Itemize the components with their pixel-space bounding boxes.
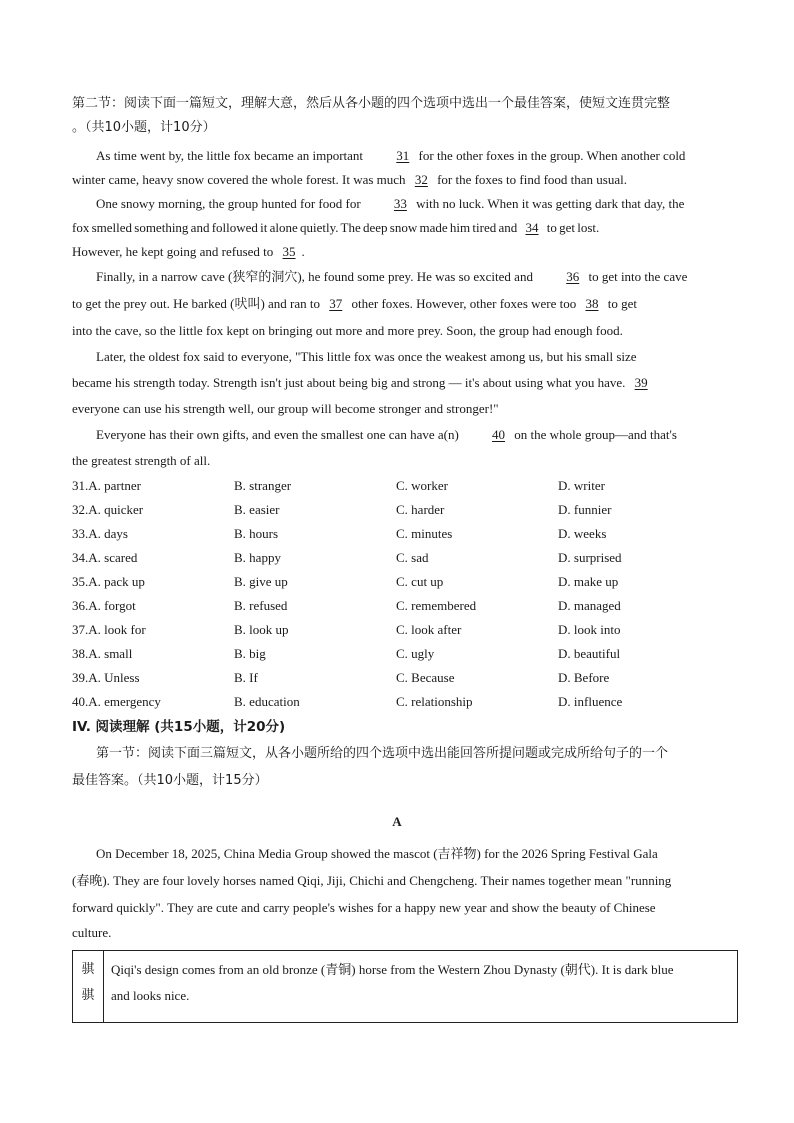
option-row-37: 37.A. look for B. look up C. look after D. look into bbox=[72, 618, 722, 642]
option-b[interactable]: B. education bbox=[234, 694, 300, 709]
option-d[interactable]: D. funnier bbox=[558, 502, 612, 517]
passage-a-label: A bbox=[392, 814, 402, 829]
option-row-31: 31.A. partner B. stranger C. worker D. writer bbox=[72, 474, 722, 498]
passage-line: into the cave, so the little fox kept on bringing out more and more prey. Soon, the group had enough food. bbox=[72, 323, 623, 338]
passage-line: Everyone has their own gifts, and even the smallest one can have a(n) 40 on the whole group—and that's bbox=[72, 422, 722, 448]
option-c[interactable]: C. Because bbox=[396, 670, 455, 685]
blank-32[interactable]: 32 bbox=[414, 172, 428, 187]
blank-38[interactable]: 38 bbox=[585, 296, 599, 311]
option-d[interactable]: D. Before bbox=[558, 670, 610, 685]
passage-a-line: forward quickly". They are cute and carry people's wishes for a happy new year and show the beauty of Chinese bbox=[72, 900, 656, 915]
blank-35[interactable]: 35 bbox=[282, 244, 296, 259]
option-row-32: 32.A. quicker B. easier C. harder D. funnier bbox=[72, 498, 722, 522]
passage-a-line: On December 18, 2025, China Media Group showed the mascot (吉祥物) for the 2026 Spring Festival Gala bbox=[96, 846, 658, 861]
passage-line: the greatest strength of all. bbox=[72, 453, 211, 468]
blank-37[interactable]: 37 bbox=[329, 296, 343, 311]
part4-heading: IV. 阅读理解 (共15小题，计20分) bbox=[72, 719, 286, 735]
option-b[interactable]: B. easier bbox=[234, 502, 280, 517]
option-d[interactable]: D. writer bbox=[558, 478, 605, 493]
section2-title: 第二节：阅读下面一篇短文，理解大意，然后从各小题的四个选项中选出一个最佳答案，使短文连贯完整 bbox=[72, 96, 671, 111]
option-c[interactable]: C. cut up bbox=[396, 574, 444, 589]
option-row-35: 35.A. pack up B. give up C. cut up D. make up bbox=[72, 570, 722, 594]
option-d[interactable]: D. managed bbox=[558, 598, 621, 613]
option-a[interactable]: scared bbox=[104, 550, 138, 565]
mascot-table bbox=[72, 950, 738, 1023]
part4-subtitle: 第一节：阅读下面三篇短文，从各小题所给的四个选项中选出能回答所提问题或完成所给句子的一个 bbox=[96, 746, 669, 761]
option-d[interactable]: D. influence bbox=[558, 694, 623, 709]
option-b[interactable]: B. look up bbox=[234, 622, 289, 637]
blank-33[interactable]: 33 bbox=[393, 196, 407, 211]
passage-line: winter came, heavy snow covered the whole forest. It was much 32 for the foxes to find food than usual. bbox=[72, 168, 722, 192]
option-b[interactable]: B. big bbox=[234, 646, 266, 661]
option-a[interactable]: forgot bbox=[104, 598, 136, 613]
option-c[interactable]: C. remembered bbox=[396, 598, 477, 613]
option-b[interactable]: B. give up bbox=[234, 574, 288, 589]
option-a[interactable]: quicker bbox=[104, 502, 144, 517]
option-b[interactable]: B. stranger bbox=[234, 478, 292, 493]
option-c[interactable]: C. worker bbox=[396, 478, 448, 493]
mascot-desc-cell: Qiqi's design comes from an old bronze (青铜) horse from the Western Zhou Dynasty (朝代). It is dark blue and looks nice. bbox=[111, 962, 674, 1003]
option-d[interactable]: D. beautiful bbox=[558, 646, 621, 661]
passage-line: everyone can use his strength well, our group will become stronger and stronger!" bbox=[72, 401, 499, 416]
option-row-39: 39.A. Unless B. If C. Because D. Before bbox=[72, 666, 722, 690]
option-c[interactable]: C. look after bbox=[396, 622, 462, 637]
passage-a-line: culture. bbox=[72, 925, 112, 940]
passage-line: Later, the oldest fox said to everyone, "This little fox was once the weakest among us, but his small size bbox=[96, 349, 637, 364]
option-row-36: 36.A. forgot B. refused C. remembered D. managed bbox=[72, 594, 722, 618]
option-row-34: 34.A. scared B. happy C. sad D. surprised bbox=[72, 546, 722, 570]
passage-line: One snowy morning, the group hunted for food for 33 with no luck. When it was getting dark that day, the bbox=[72, 192, 722, 216]
option-row-38: 38.A. small B. big C. ugly D. beautiful bbox=[72, 642, 722, 666]
option-b[interactable]: B. refused bbox=[234, 598, 288, 613]
passage-a-line: (春晚). They are four lovely horses named Qiqi, Jiji, Chichi and Chengcheng. Their names together mean "running bbox=[72, 873, 672, 888]
option-a[interactable]: pack up bbox=[104, 574, 145, 589]
passage-line: However, he kept going and refused to 35 . bbox=[72, 240, 722, 264]
option-d[interactable]: D. surprised bbox=[558, 550, 622, 565]
part4-subtitle-cont: 最佳答案。（共10小题，计15分） bbox=[72, 773, 268, 788]
option-a[interactable]: emergency bbox=[104, 694, 161, 709]
blank-31[interactable]: 31 bbox=[396, 148, 410, 163]
option-c[interactable]: C. minutes bbox=[396, 526, 453, 541]
passage-line: fox smelled something and followed it alone quietly. The deep snow made him tired and 34 to get lost. bbox=[72, 216, 722, 240]
blank-39[interactable]: 39 bbox=[634, 375, 648, 390]
option-a[interactable]: days bbox=[104, 526, 128, 541]
option-a[interactable]: look for bbox=[104, 622, 146, 637]
option-b[interactable]: B. If bbox=[234, 670, 258, 685]
blank-34[interactable]: 34 bbox=[525, 220, 539, 235]
option-row-40: 40.A. emergency B. education C. relationship D. influence bbox=[72, 690, 722, 714]
option-row-33: 33.A. days B. hours C. minutes D. weeks bbox=[72, 522, 722, 546]
passage-line: to get the prey out. He barked (吠叫) and ran to 37 other foxes. However, other foxes were too 38 to get bbox=[72, 290, 722, 318]
passage-line: As time went by, the little fox became an important 31 for the other foxes in the group. When another cold bbox=[72, 144, 722, 168]
option-c[interactable]: C. sad bbox=[396, 550, 429, 565]
option-c[interactable]: C. ugly bbox=[396, 646, 435, 661]
option-d[interactable]: D. make up bbox=[558, 574, 619, 589]
options-list bbox=[72, 474, 722, 714]
option-a[interactable]: small bbox=[104, 646, 133, 661]
blank-36[interactable]: 36 bbox=[566, 269, 580, 284]
option-b[interactable]: B. happy bbox=[234, 550, 281, 565]
passage-line: Finally, in a narrow cave (狭窄的洞穴), he found some prey. He was so excited and 36 to get into the cave bbox=[72, 264, 722, 290]
option-a[interactable]: Unless bbox=[104, 670, 140, 685]
blank-40[interactable]: 40 bbox=[492, 427, 506, 442]
mascot-name-cell: 骐 骐 bbox=[73, 951, 104, 1022]
option-c[interactable]: C. harder bbox=[396, 502, 445, 517]
option-d[interactable]: D. weeks bbox=[558, 526, 607, 541]
option-d[interactable]: D. look into bbox=[558, 622, 621, 637]
passage-line: became his strength today. Strength isn't just about being big and strong — it's about using what you have. 39 bbox=[72, 370, 722, 396]
option-c[interactable]: C. relationship bbox=[396, 694, 473, 709]
section2-title-cont: 。（共10小题，计10分） bbox=[72, 120, 216, 135]
option-a[interactable]: partner bbox=[104, 478, 141, 493]
exam-page bbox=[72, 92, 722, 945]
option-b[interactable]: B. hours bbox=[234, 526, 279, 541]
